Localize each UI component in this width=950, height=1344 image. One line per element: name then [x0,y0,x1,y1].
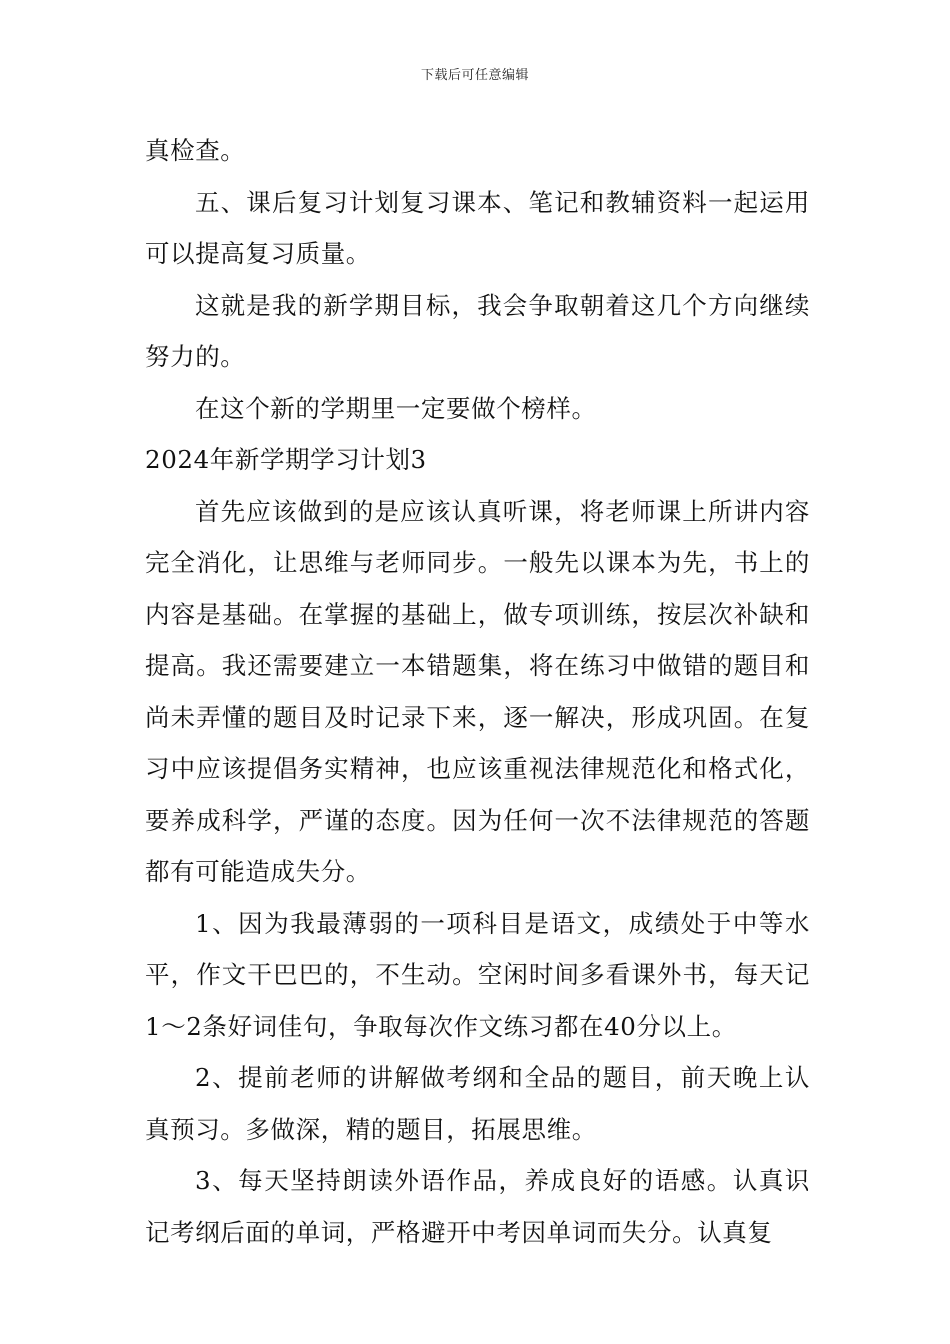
list-item-preview: 2、提前老师的讲解做考纲和全品的题目，前天晚上认真预习。多做深，精的题目，拓展思维。 [145,1063,810,1144]
list-item-foreign-language: 3、每天坚持朗读外语作品，养成良好的语感。认真识记考纲后面的单词，严格避开中考因单词而失分。认真复 [145,1166,810,1247]
paragraph-role-model: 在这个新的学期里一定要做个榜样。 [195,393,597,423]
paragraph-review-plan: 五、课后复习计划复习课本、笔记和教辅资料一起运用可以提高复习质量。 [145,187,810,268]
list-item-chinese: 1、因为我最薄弱的一项科目是语文，成绩处于中等水平，作文干巴巴的，不生动。空闲时间多看课外书，每天记1～2条好词佳句，争取每次作文练习都在40分以上。 [145,908,810,1041]
document-body [145,125,810,1258]
paragraph-continuation: 真检查。 [145,136,246,165]
page-header: 下载后可任意编辑 [420,68,529,83]
section-heading: 2024年新学期学习计划3 [145,445,427,474]
paragraph-listen-in-class: 首先应该做到的是应该认真听课，将老师课上所讲内容完全消化，让思维与老师同步。一般先以课本为先，书上的内容是基础。在掌握的基础上，做专项训练，按层次补缺和提高。我还需要建立一本错题集，将在练习中做错的题目和尚未弄懂的题目及时记录下来，逐一解决，形成巩固。在复习中应该提倡务实精神，也应该重视法律规范化和格式化，要养成科学，严谨的态度。因为任何一次不法律规范的答题都有可能造成失分。 [145,496,810,886]
paragraph-semester-goal: 这就是我的新学期目标，我会争取朝着这几个方向继续努力的。 [145,290,810,371]
